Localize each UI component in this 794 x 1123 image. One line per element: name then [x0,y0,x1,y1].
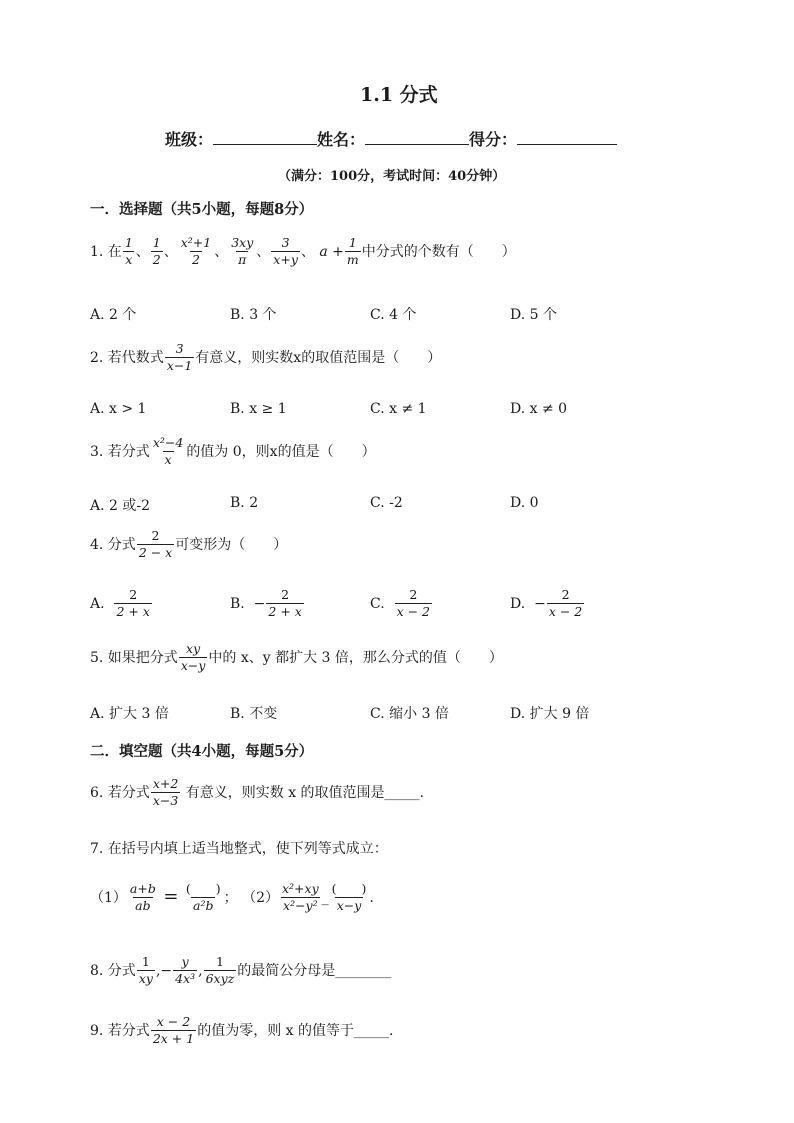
q5-option-b[interactable]: B. 不变 [230,706,278,722]
q4-option-b[interactable]: B. − $\frac{2}{2 + x}$ [230,587,302,620]
q1-option-c[interactable]: C. 4 个 [370,307,417,323]
q1-fraction-6: $\frac{1}{m}$ [346,235,359,268]
q5-fraction: $\frac{xy}{x-y}$ [180,641,206,674]
class-label: 班级： [165,130,214,149]
question-3: 3. 若分式 $\frac{\text{x²−4}}{x}$ 的值为 0，则x的值是（ ） [90,435,376,468]
q7-p1-left-fraction: $\frac{a+b}{ab}$ [129,881,156,914]
score-blank[interactable] [517,128,617,145]
q2-option-b[interactable]: B. x ≥ 1 [230,401,287,417]
q1-prefix: 1. 在 [90,243,122,260]
q1-option-a[interactable]: A. 2 个 [90,307,137,323]
q2-option-a[interactable]: A. x > 1 [90,401,147,417]
question-8: 8. 分式 $\frac{1}{xy}$ ,− $\frac{y}{\text{4x³}}$ , $\frac{1}{\text{6xyz}}$ 的最简公分母是________ [90,954,392,987]
name-blank[interactable] [365,128,469,145]
q4-option-c[interactable]: C. $\frac{2}{x - 2}$ [370,587,431,620]
q3-option-a[interactable]: A. 2 或-2 [90,498,151,514]
q3-option-d[interactable]: D. 0 [510,495,539,511]
q8-fraction-2: $\frac{y}{\text{4x³}}$ [175,954,196,987]
q8-fraction-1: $\frac{1}{xy}$ [138,954,153,987]
question-1: 1. 在 $\frac{1}{x}$ 、 $\frac{1}{2}$ 、 $\frac{\text{x²+1}}{2}$ 、 $\frac{3xy}{\pi}$ 、 $\frac{3}{x+y}$ 、 a + $\frac{1}{m}$ 中分式的个数有（ ） [90,235,516,268]
q2-fraction: $\frac{3}{x-1}$ [166,341,193,374]
q4-option-a[interactable]: A. $\frac{2}{2 + x}$ [90,587,150,620]
q1-fraction-4: $\frac{3xy}{\pi}$ [231,235,254,268]
q3-fraction: $\frac{\text{x²−4}}{x}$ [152,435,184,468]
question-4: 4. 分式 $\frac{2}{2 - x}$ 可变形为（ ） [90,528,288,561]
q7-p2-right-fraction[interactable]: $\frac{( )}{x-y}$ [331,881,367,914]
q1-option-d[interactable]: D. 5 个 [510,307,557,323]
q1-fraction-5: $\frac{3}{x+y}$ [273,235,298,268]
question-9: 9. 若分式 $\frac{x - 2}{2x + 1}$ 的值为零，则 x 的值等于_____. [90,1014,394,1047]
q5-option-d[interactable]: D. 扩大 9 倍 [510,706,590,722]
exam-note: （满分：100分，考试时间：40分钟） [278,169,506,184]
q5-option-c[interactable]: C. 缩小 3 倍 [370,706,449,722]
question-6: 6. 若分式 $\frac{x+2}{x-3}$ 有意义，则实数 x 的取值范围是_____. [90,776,424,809]
q1-fraction-3: $\frac{\text{x²+1}}{2}$ [180,235,212,268]
q2-option-c[interactable]: C. x ≠ 1 [370,401,427,417]
q1-suffix: 中分式的个数有（ ） [361,243,516,260]
q9-fraction: $\frac{x - 2}{2x + 1}$ [152,1014,195,1047]
q6-fraction: $\frac{x+2}{x-3}$ [152,776,179,809]
q4-fraction: $\frac{2}{2 - x}$ [138,528,173,561]
score-label: 得分： [469,130,518,149]
q1-fraction-2: $\frac{1}{2}$ [152,235,161,268]
q2-option-d[interactable]: D. x ≠ 0 [510,401,568,417]
section1-heading: 一．选择题（共5小题，每题8分） [90,201,314,218]
question-2: 2. 若代数式 $\frac{3}{x-1}$ 有意义，则实数x的取值范围是（ ） [90,341,442,374]
name-label: 姓名： [317,130,366,149]
question-5: 5. 如果把分式 $\frac{xy}{x-y}$ 中的 x、y 都扩大 3 倍，那么分式的值（ ） [90,641,503,674]
question-7-parts: （1） $\frac{a+b}{ab}$ = $\frac{( )}{\text{a²b}}$ ； （2） $\frac{\text{x²+xy}}{\text{x²−y²}}$ _ $\frac{( )}{x-y}$ . [90,881,374,914]
q3-option-c[interactable]: C. -2 [370,495,403,511]
page-title: 1.1 分式 [360,84,438,106]
q3-option-b[interactable]: B. 2 [230,495,259,511]
q1-option-b[interactable]: B. 3 个 [230,307,277,323]
q1-expr: a + [319,243,344,260]
q4-option-d[interactable]: D. − $\frac{2}{x - 2}$ [510,587,583,620]
question-7: 7. 在括号内填上适当地整式，使下列等式成立： [90,841,388,857]
q1-fraction-1: $\frac{1}{x}$ [124,235,133,268]
class-blank[interactable] [213,128,317,145]
q7-p2-left-fraction: $\frac{\text{x²+xy}}{\text{x²−y²}}$ [282,881,319,914]
q5-option-a[interactable]: A. 扩大 3 倍 [90,706,169,722]
header-line [165,127,617,150]
q8-fraction-3: $\frac{1}{\text{6xyz}}$ [205,954,235,987]
q7-p1-right-fraction[interactable]: $\frac{( )}{\text{a²b}}$ [185,881,221,914]
section2-heading: 二．填空题（共4小题，每题5分） [90,743,314,760]
